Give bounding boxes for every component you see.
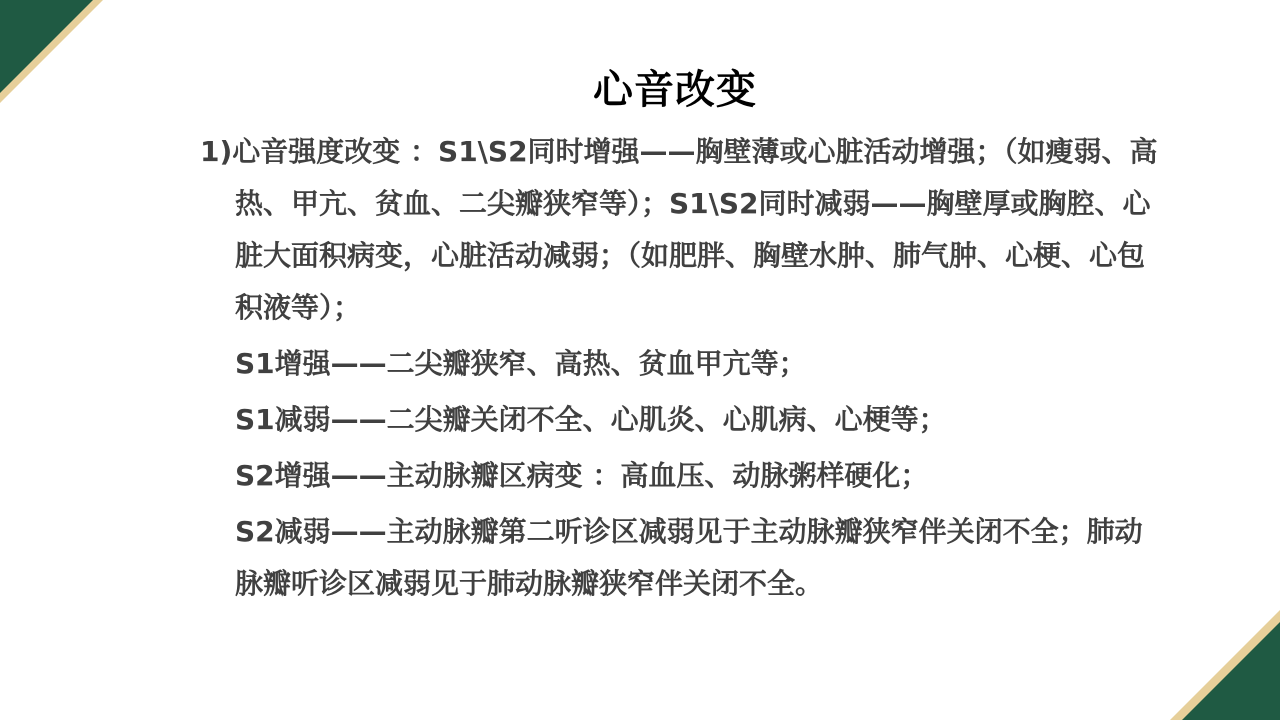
- paragraph-s2-increase: S2增强——主动脉瓣区病变 ：高血压、动脉粥样硬化；: [235, 459, 929, 492]
- corner-decoration-bottom-right: [1170, 610, 1280, 720]
- paragraph-s1-increase: S1增强——二尖瓣狭窄、高热、贫血甲亢等；: [235, 347, 807, 380]
- slide-body: [200, 126, 1160, 610]
- paragraph-intensity-change: 1)心音强度改变 ：S1\S2同时增强——胸壁薄或心脏活动增强；（如瘦弱、高热、甲亢、贫血、二尖瓣狭窄等）；S1\S2同时减弱——胸壁厚或胸腔、心脏大面积病变，心脏活动减弱；（如肥胖、胸壁水肿、肺气肿、心梗、心包积液等）；: [200, 135, 1158, 324]
- corner-green-triangle: [1182, 622, 1280, 720]
- slide-title: 心音改变: [593, 67, 757, 113]
- paragraph-s2-decrease: S2减弱——主动脉瓣第二听诊区减弱见于主动脉瓣狭窄伴关闭不全；肺动脉瓣听诊区减弱见于肺动脉瓣狭窄伴关闭不全。: [235, 515, 1143, 600]
- corner-gold-stripe: [1170, 610, 1280, 720]
- paragraph-s1-decrease: S1减弱——二尖瓣关闭不全、心肌炎、心肌病、心梗等；: [235, 403, 947, 436]
